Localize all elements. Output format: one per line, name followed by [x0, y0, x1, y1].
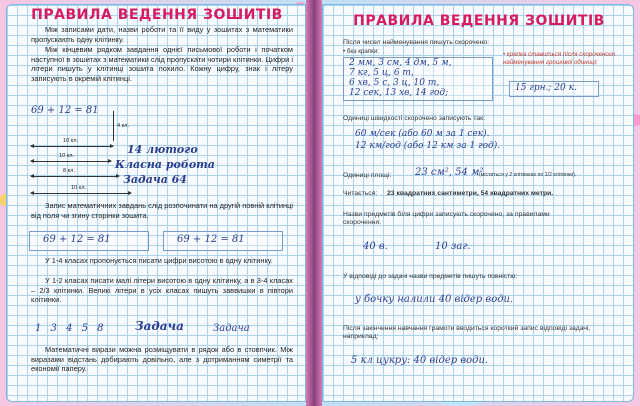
diagram-vertical-marker — [113, 111, 114, 141]
diagram-measure-1: 10 кл. — [63, 138, 79, 144]
example-digits: 1 3 4 5 8 — [35, 323, 107, 334]
diagram-work-title: Класна робота — [115, 158, 215, 171]
rule-paragraph-1: Між записами дати, назви роботи та її виду у зошитах з математики пропускають одну клітинку. — [31, 25, 293, 44]
left-page — [6, 4, 306, 402]
rule-paragraph-6: Математичні вирази можна розміщувати в рядок або в стовпчик. Між виразами відстань добирають довільно, але з дотриманням симетрії та економії паперу. — [31, 345, 293, 374]
units-no-dot-label: • без крапки: — [343, 48, 380, 55]
area-intro: Одиниці площі: — [343, 172, 392, 179]
short-answer-example: 5 кл цукру: 40 відер води. — [351, 355, 489, 366]
short-answer-intro: Після закінчення навчання грамоти вводиться короткий запис відповіді задачі, наприклад: — [343, 325, 591, 340]
area-example: 23 см², 54 м² — [415, 167, 484, 178]
speed-intro: Одиниці швидкості скорочено записують так: — [343, 115, 486, 122]
left-page-title: ПРАВИЛА ВЕДЕННЯ ЗОШИТІВ — [31, 7, 283, 23]
right-page-title: ПРАВИЛА ВЕДЕННЯ ЗОШИТІВ — [353, 13, 605, 29]
rule-paragraph-3: Запис математичних завдань слід розпочинати на другій повній клітинці від поля чи згину сторінки зошита. — [31, 201, 293, 220]
area-note: (міститься у 2 клітинках по 1/2 клітинки). — [479, 172, 577, 178]
diagram-arrow-2 — [31, 161, 111, 162]
abbreviation-example-2: 10 заг. — [435, 241, 471, 252]
speed-line-2: 12 км/год (або 12 км за 1 год). — [355, 141, 501, 151]
units-line-3: 6 хв, 5 с, 3 ц, 10 т, — [349, 78, 440, 88]
answer-intro: У відповіді до задачі назви предметів пишуть повністю: — [343, 273, 518, 280]
diagram-arrow-1 — [31, 146, 113, 147]
units-line-1: 2 мм, 3 см, 4 дм, 5 м, — [349, 58, 452, 68]
diagram-arrow-3 — [31, 176, 119, 177]
diagram-arrow-4 — [31, 193, 131, 194]
diagram-expression: 69 + 12 = 81 — [31, 105, 99, 116]
abbreviation-example-1: 40 в. — [363, 241, 388, 252]
diagram-measure-2: 10 кл. — [59, 153, 75, 159]
rule-paragraph-2: Між кінцевим рядком завдання однієї письмової роботи і початком наступної в зошитах з математики слід пропускати чотири клітинки. Цифри і літери пишуть у клітинці зошита похило. Кожну цифру, знак і літеру записують в окремій клітинці. — [31, 45, 293, 83]
diagram-date: 14 лютого — [127, 143, 198, 156]
units-dot-label: • крапка ставиться після скороченого найменування грошової одиниці: — [503, 51, 616, 66]
units-line-2: 7 кг, 5 ц, 6 т, — [349, 68, 414, 78]
right-page — [322, 4, 634, 402]
reading-text: 23 квадратних сантиметри, 54 квадратних метри. — [387, 190, 554, 197]
speed-line-1: 60 м/сек (або 60 м за 1 сек). — [355, 129, 490, 139]
example-expression-2: 69 + 12 = 81 — [177, 234, 245, 245]
diagram-measure-4: 4 кл. — [117, 123, 129, 129]
abbreviation-intro: Назви предметів біля цифри записують скорочено, за правилами скорочення: — [343, 211, 550, 226]
units-intro: Після чисел найменування пишуть скорочено: — [343, 39, 490, 46]
example-word-small: Задача — [213, 323, 250, 334]
rule-paragraph-5: У 1-2 класах писати малі літери висотою в одну клітинку, а в 3-4 класах – 2/3 клітинки. Великі літери в усіх класах пишуть заввишки в півтори клітинки. — [31, 276, 293, 305]
answer-example: у бочку налили 40 відер води. — [355, 294, 514, 305]
diagram-measure-3: 8 кл. — [63, 168, 75, 174]
example-expression-1: 69 + 12 = 81 — [43, 234, 111, 245]
units-line-4: 12 сек, 13 хв, 14 год; — [349, 88, 449, 98]
example-word-large: Задача — [135, 319, 184, 333]
diagram-measure-5: 10 кл. — [71, 185, 87, 191]
book-spine — [306, 0, 322, 406]
money-example: 15 грн.; 20 к. — [515, 83, 577, 93]
rule-paragraph-4: У 1-4 класах пропонується писати цифри висотою в одну клітинку. — [45, 256, 273, 265]
reading-label: Читається: — [343, 190, 378, 197]
diagram-task: Задача 64 — [123, 173, 187, 186]
